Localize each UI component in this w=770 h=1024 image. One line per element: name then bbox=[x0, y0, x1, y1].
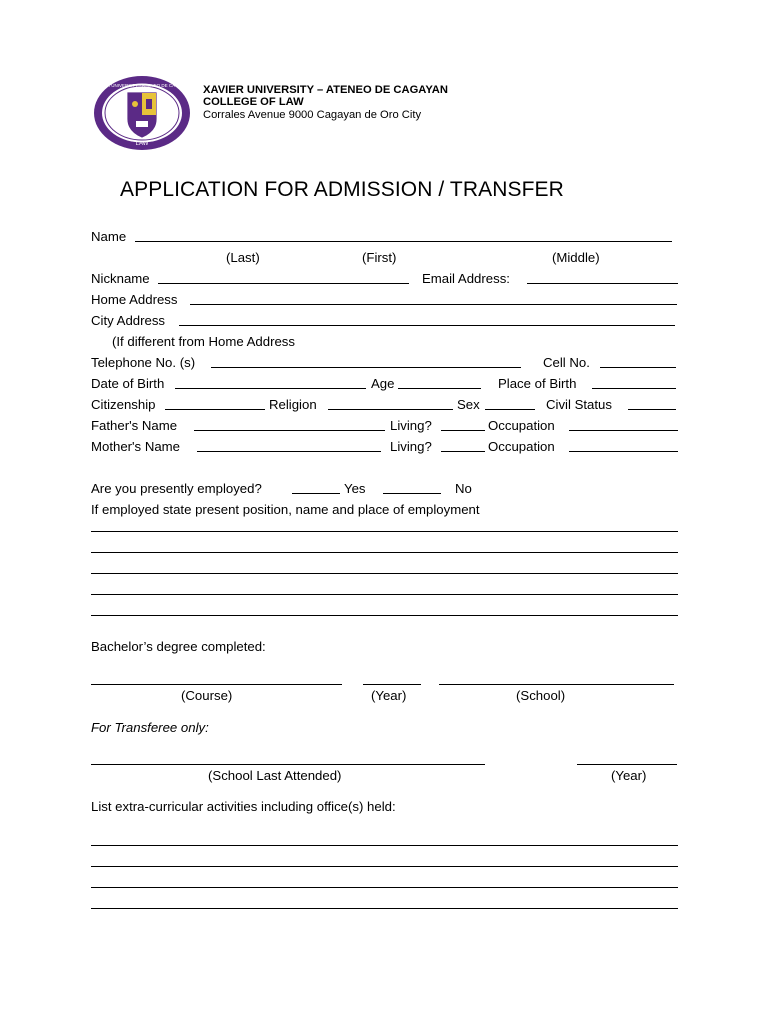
mother-living-field[interactable] bbox=[441, 451, 485, 452]
cell-field[interactable] bbox=[600, 367, 676, 368]
school-field[interactable] bbox=[439, 684, 674, 685]
employment-line[interactable] bbox=[91, 615, 678, 616]
mother-occupation-label: Occupation bbox=[488, 439, 555, 454]
employment-line[interactable] bbox=[91, 531, 678, 532]
svg-text:XAVIER UNIVERSITY · ATENEO DE: XAVIER UNIVERSITY · ATENEO DE CAGAYAN bbox=[93, 83, 191, 88]
university-address: Corrales Avenue 9000 Cagayan de Oro City bbox=[203, 109, 422, 121]
employment-question: Are you presently employed? bbox=[91, 481, 262, 496]
employment-line[interactable] bbox=[91, 552, 678, 553]
father-occupation-field[interactable] bbox=[569, 430, 678, 431]
mother-label: Mother's Name bbox=[91, 439, 180, 454]
citizenship-label: Citizenship bbox=[91, 397, 156, 412]
pob-label: Place of Birth bbox=[498, 376, 577, 391]
telephone-field[interactable] bbox=[211, 367, 521, 368]
course-label: (Course) bbox=[181, 688, 233, 703]
no-label: No bbox=[455, 481, 472, 496]
age-field[interactable] bbox=[398, 388, 481, 389]
email-field[interactable] bbox=[527, 283, 678, 284]
employed-no-field[interactable] bbox=[383, 493, 441, 494]
citizenship-field[interactable] bbox=[165, 409, 265, 410]
sex-field[interactable] bbox=[485, 409, 535, 410]
school-last-field[interactable] bbox=[91, 764, 485, 765]
civil-status-field[interactable] bbox=[628, 409, 676, 410]
father-living-field[interactable] bbox=[441, 430, 485, 431]
dob-field[interactable] bbox=[175, 388, 366, 389]
transferee-label: For Transferee only: bbox=[91, 720, 209, 735]
activities-line[interactable] bbox=[91, 866, 678, 867]
page-title: APPLICATION FOR ADMISSION / TRANSFER bbox=[120, 178, 564, 201]
bachelor-label: Bachelor’s degree completed: bbox=[91, 639, 266, 654]
mother-field[interactable] bbox=[197, 451, 381, 452]
age-label: Age bbox=[371, 376, 395, 391]
nickname-field[interactable] bbox=[158, 283, 409, 284]
pob-field[interactable] bbox=[592, 388, 676, 389]
sex-label: Sex bbox=[457, 397, 480, 412]
year-label: (Year) bbox=[371, 688, 407, 703]
year-field[interactable] bbox=[363, 684, 421, 685]
course-field[interactable] bbox=[91, 684, 342, 685]
transfer-year-field[interactable] bbox=[577, 764, 677, 765]
name-field[interactable] bbox=[135, 241, 672, 242]
activities-label: List extra-curricular activities including office(s) held: bbox=[91, 799, 396, 814]
employment-line[interactable] bbox=[91, 594, 678, 595]
city-address-field[interactable] bbox=[179, 325, 675, 326]
activities-line[interactable] bbox=[91, 908, 678, 909]
home-address-label: Home Address bbox=[91, 292, 178, 307]
civil-status-label: Civil Status bbox=[546, 397, 612, 412]
yes-label: Yes bbox=[344, 481, 366, 496]
mother-occupation-field[interactable] bbox=[569, 451, 678, 452]
city-address-note: (If different from Home Address bbox=[112, 334, 295, 349]
father-field[interactable] bbox=[194, 430, 385, 431]
cell-label: Cell No. bbox=[543, 355, 590, 370]
school-label: (School) bbox=[516, 688, 566, 703]
mother-living-label: Living? bbox=[390, 439, 432, 454]
activities-line[interactable] bbox=[91, 887, 678, 888]
activities-line[interactable] bbox=[91, 845, 678, 846]
father-living-label: Living? bbox=[390, 418, 432, 433]
religion-label: Religion bbox=[269, 397, 317, 412]
school-last-label: (School Last Attended) bbox=[208, 768, 342, 783]
name-label: Name bbox=[91, 229, 127, 244]
home-address-field[interactable] bbox=[190, 304, 677, 305]
employment-instruction: If employed state present position, name and place of employment bbox=[91, 502, 480, 517]
transfer-year-label: (Year) bbox=[611, 768, 647, 783]
nickname-label: Nickname bbox=[91, 271, 150, 286]
employment-line[interactable] bbox=[91, 573, 678, 574]
city-address-label: City Address bbox=[91, 313, 166, 328]
father-occupation-label: Occupation bbox=[488, 418, 555, 433]
first-label: (First) bbox=[362, 250, 397, 265]
employed-yes-field[interactable] bbox=[292, 493, 340, 494]
svg-text:LAW: LAW bbox=[135, 141, 149, 147]
middle-label: (Middle) bbox=[552, 250, 600, 265]
college-name: COLLEGE OF LAW bbox=[203, 96, 304, 108]
last-label: (Last) bbox=[226, 250, 260, 265]
university-seal bbox=[92, 75, 192, 151]
university-name: XAVIER UNIVERSITY – ATENEO DE CAGAYAN bbox=[203, 84, 448, 96]
email-label: Email Address: bbox=[422, 271, 510, 286]
dob-label: Date of Birth bbox=[91, 376, 165, 391]
father-label: Father's Name bbox=[91, 418, 178, 433]
telephone-label: Telephone No. (s) bbox=[91, 355, 196, 370]
religion-field[interactable] bbox=[328, 409, 453, 410]
